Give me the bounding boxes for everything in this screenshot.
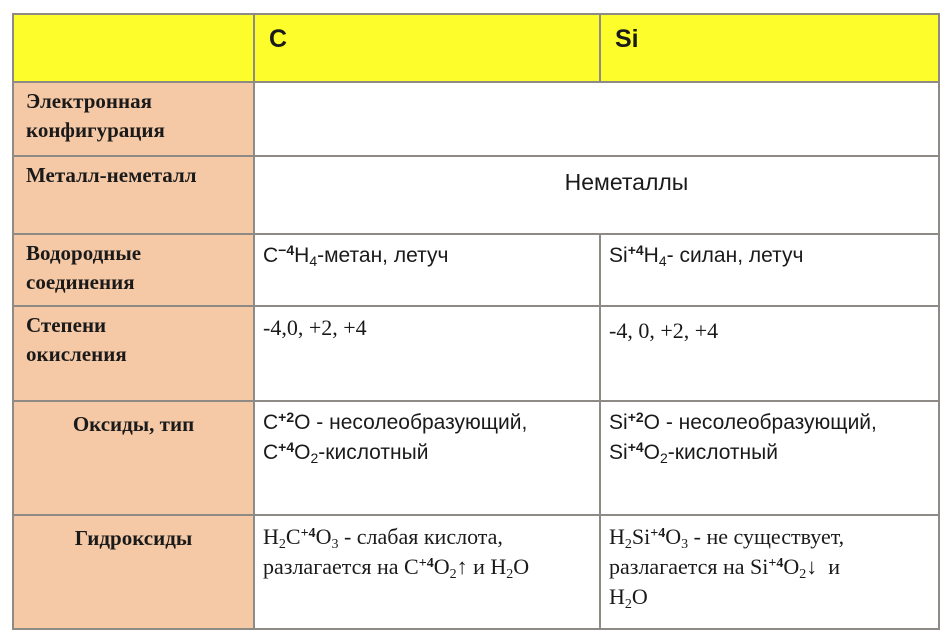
subscript: 2	[660, 450, 668, 466]
oxidation-superscript: −4	[278, 242, 295, 258]
label-line: Степени	[26, 313, 107, 337]
hydrogen-carbon-cell	[254, 234, 600, 306]
text: -метан, летуч	[317, 244, 449, 267]
oxidation-superscript: +4	[418, 556, 434, 571]
oxide-line-1	[609, 408, 932, 438]
element: O	[631, 584, 648, 609]
row-oxides	[13, 401, 939, 515]
subscript: 2	[310, 450, 319, 466]
hydroxides-carbon-cell	[254, 515, 600, 629]
text: -кислотный	[667, 441, 778, 464]
metal-nonmetal-value-cell	[254, 156, 939, 234]
label-line: Электронная	[26, 89, 152, 113]
oxidation-superscript: +4	[627, 439, 644, 455]
subscript: 2	[278, 537, 286, 552]
hydroxides-carbon-text	[255, 516, 599, 582]
element: Si	[631, 524, 651, 549]
hydrogen-carbon-formula	[255, 235, 599, 271]
hydroxide-line-2	[609, 552, 932, 582]
header-empty-cell	[13, 14, 254, 82]
element: H	[263, 524, 279, 549]
header-silicon-cell	[600, 14, 939, 82]
element: H	[294, 244, 310, 267]
label-line: Металл-неметалл	[26, 163, 197, 187]
row-hydroxides	[13, 515, 939, 629]
element: Si	[609, 441, 628, 464]
text: - силан, летуч	[666, 244, 804, 267]
text: разлагается на C	[263, 554, 419, 579]
subscript: 4	[309, 253, 318, 269]
label-line: соединения	[26, 270, 135, 294]
oxidation-carbon-cell	[254, 306, 600, 401]
oxidation-superscript: +4	[627, 242, 644, 258]
oxidation-superscript: +4	[278, 439, 295, 455]
label-hydroxides	[13, 515, 254, 629]
text: -кислотный	[318, 441, 429, 464]
oxides-carbon-text	[255, 402, 599, 468]
element: O	[513, 554, 530, 579]
element: O	[783, 554, 800, 579]
hydroxides-silicon-cell	[600, 515, 939, 629]
oxidation-superscript: +4	[768, 556, 784, 571]
element: O	[315, 524, 332, 549]
hydrogen-silicon-formula	[601, 235, 938, 271]
text: и H	[467, 554, 507, 579]
hydroxides-silicon-text	[601, 516, 938, 612]
oxidation-silicon-value: -4, 0, +2, +4	[609, 318, 719, 343]
metal-nonmetal-value: Неметаллы	[564, 169, 689, 195]
text: - слабая кислота,	[338, 524, 503, 549]
label-line: окисления	[26, 342, 127, 366]
subscript: 3	[681, 537, 689, 552]
row-oxidation-states	[13, 306, 939, 401]
header-row	[13, 14, 939, 82]
oxides-carbon-cell	[254, 401, 600, 515]
subscript: 2	[506, 567, 514, 582]
header-carbon: C	[269, 25, 288, 53]
element: O	[665, 524, 682, 549]
row-electron-config	[13, 82, 939, 156]
subscript: 3	[331, 537, 339, 552]
element: H	[609, 584, 625, 609]
label-line: конфигурация	[26, 118, 165, 142]
row-hydrogen-compounds	[13, 234, 939, 306]
oxidation-superscript: +4	[650, 526, 666, 541]
element: H	[643, 244, 659, 267]
label-oxidation-states	[13, 306, 254, 401]
electron-config-value-cell	[254, 82, 939, 156]
label-hydrogen-compounds	[13, 234, 254, 306]
text: O - несолеобразующий,	[294, 411, 528, 434]
label-oxides	[13, 401, 254, 515]
header-carbon-cell	[254, 14, 600, 82]
header-silicon: Si	[615, 25, 639, 53]
text: и	[817, 554, 841, 579]
element: O	[433, 554, 450, 579]
oxide-line-2	[609, 438, 932, 468]
oxidation-superscript: +4	[300, 526, 316, 541]
text: - не существует,	[688, 524, 845, 549]
oxidation-carbon-value: -4,0, +2, +4	[263, 315, 367, 340]
oxidation-superscript: +2	[278, 409, 295, 425]
element: C	[263, 244, 279, 267]
element: Si	[609, 411, 628, 434]
element: H	[609, 524, 625, 549]
hydroxide-line-1	[263, 522, 593, 552]
oxide-line-2	[263, 438, 593, 468]
gas-arrow-icon: ↑	[456, 554, 468, 579]
label-line: Оксиды, тип	[72, 412, 195, 436]
hydrogen-silicon-cell	[600, 234, 939, 306]
element: Si	[609, 244, 628, 267]
element: C	[263, 441, 279, 464]
label-line: Гидроксиды	[74, 526, 193, 550]
element: C	[263, 411, 279, 434]
label-electron-config	[13, 82, 254, 156]
label-line: Водородные	[26, 241, 142, 265]
subscript: 2	[624, 597, 632, 612]
text: O - несолеобразующий,	[643, 411, 877, 434]
element: C	[285, 524, 301, 549]
oxidation-superscript: +2	[627, 409, 644, 425]
hydroxide-line-3	[609, 582, 932, 612]
hydroxide-line-2	[263, 552, 593, 582]
subscript: 2	[624, 537, 632, 552]
subscript: 2	[799, 567, 807, 582]
element: O	[643, 441, 660, 464]
precipitate-arrow-icon: ↓	[806, 554, 818, 579]
label-metal-nonmetal	[13, 156, 254, 234]
subscript: 2	[449, 567, 457, 582]
oxides-silicon-cell	[600, 401, 939, 515]
hydroxide-line-1	[609, 522, 932, 552]
oxide-line-1	[263, 408, 593, 438]
row-metal-nonmetal	[13, 156, 939, 234]
carbon-silicon-comparison-table	[12, 13, 940, 630]
oxides-silicon-text	[601, 402, 938, 468]
text: разлагается на Si	[609, 554, 769, 579]
comparison-table-wrapper	[12, 13, 938, 630]
oxidation-silicon-cell	[600, 306, 939, 401]
subscript: 4	[658, 253, 667, 269]
element: O	[294, 441, 311, 464]
